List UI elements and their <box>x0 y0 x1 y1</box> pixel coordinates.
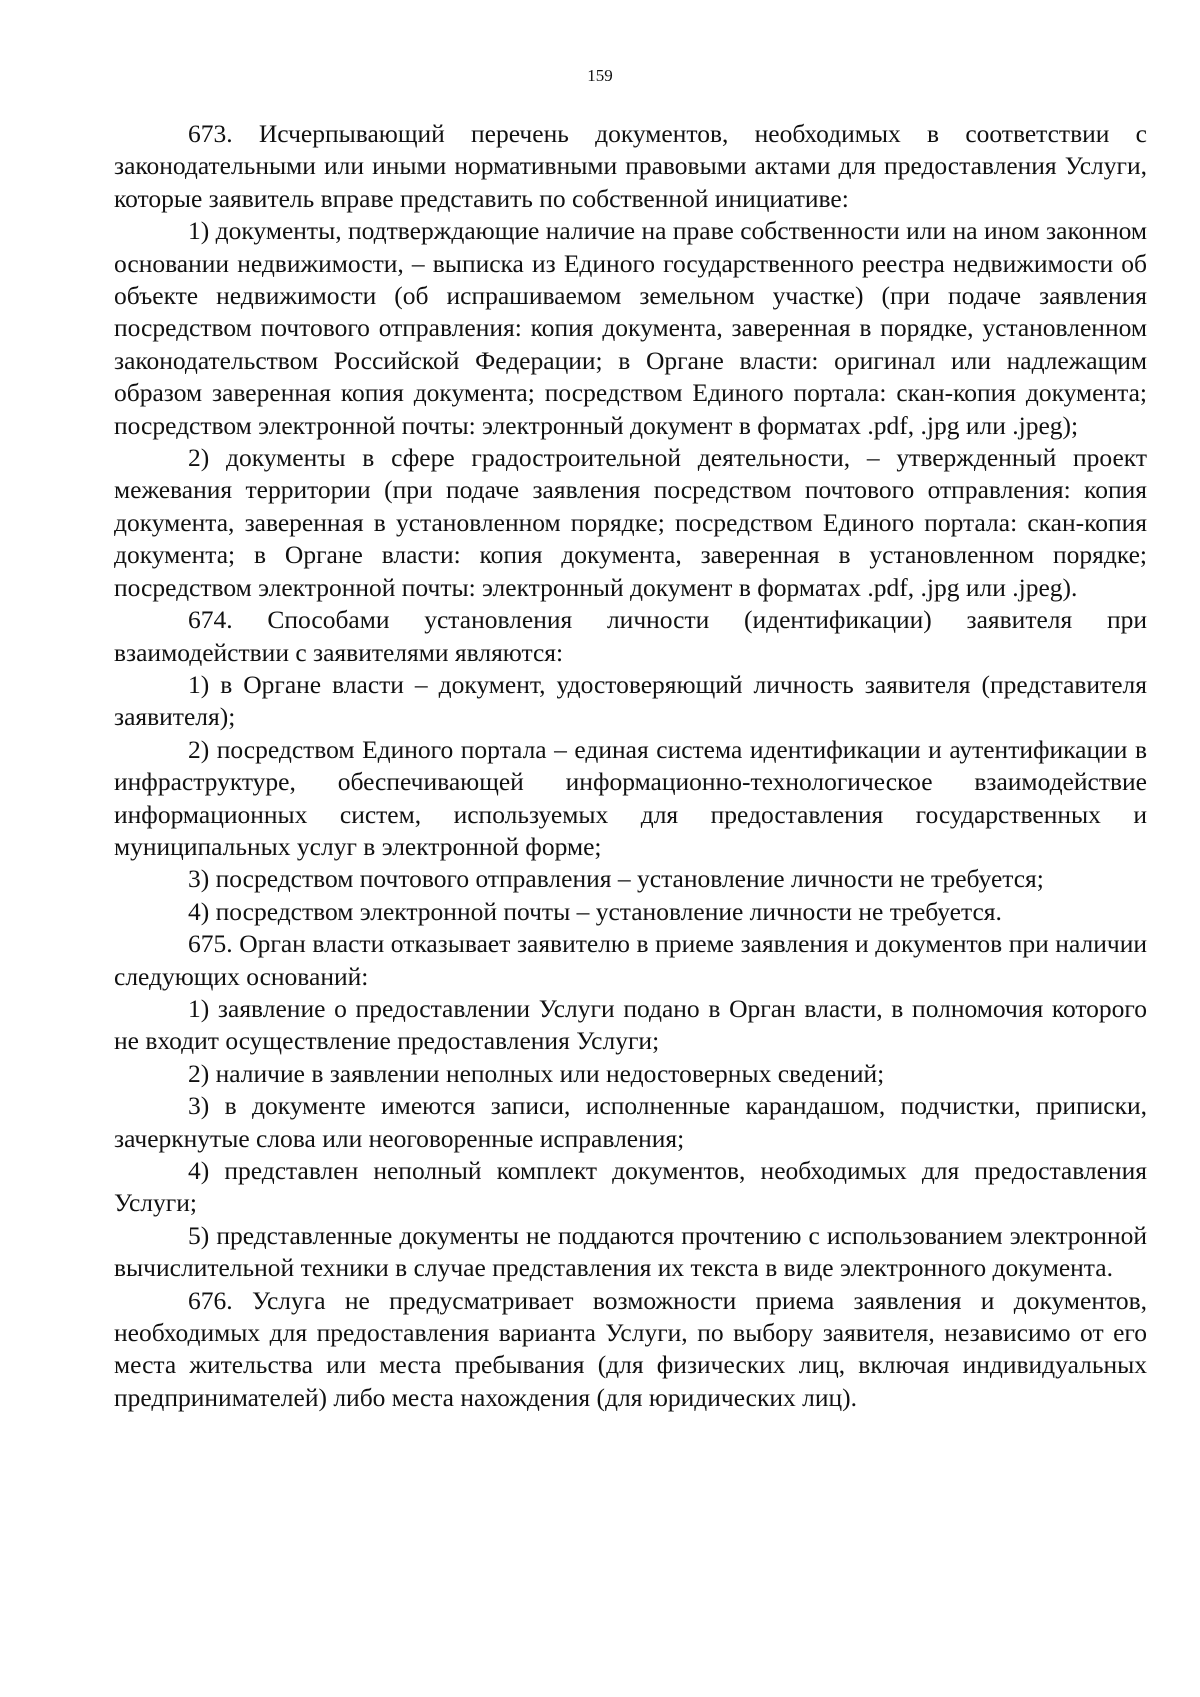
paragraph-673-item-2: 2) документы в сфере градостроительной деятельности, – утвержденный проект межевания территории (при подаче заявления посредством почтового отправления: копия документа, заверенная в установленном порядке; посредством Единого портала: скан-копия документа; в Органе власти: копия документа, заверенная в установленном порядке; посредством электронной почты: электронный документ в форматах .pdf, .jpg или .jpeg). <box>114 443 1147 602</box>
document-body <box>114 118 1147 1414</box>
paragraph-674-intro: 674. Способами установления личности (идентификации) заявителя при взаимодействии с заявителями являются: <box>114 605 1147 667</box>
paragraph-673-item-1: 1) документы, подтверждающие наличие на праве собственности или на ином законном основании недвижимости, – выписка из Единого государственного реестра недвижимости об объекте недвижимости (об испрашиваемом земельном участке) (при подаче заявления посредством почтового отправления: копия документа, заверенная в порядке, установленном законодательством Российской Федерации; в Органе власти: оригинал или надлежащим образом заверенная копия документа; посредством Единого портала: скан-копия документа; посредством электронной почты: электронный документ в форматах .pdf, .jpg или .jpeg); <box>114 216 1147 440</box>
paragraph-674-item-2: 2) посредством Единого портала – единая система идентификации и аутентификации в инфраструктуре, обеспечивающей информационно-технологическое взаимодействие информационных систем, используемых для предоставления государственных и муниципальных услуг в электронной форме; <box>114 734 1147 861</box>
paragraph-675-item-4: 4) представлен неполный комплект документов, необходимых для предоставления Услуги; <box>114 1156 1147 1218</box>
paragraph-676: 676. Услуга не предусматривает возможности приема заявления и документов, необходимых для предоставления варианта Услуги, по выбору заявителя, независимо от его места жительства или места пребывания (для физических лиц, включая индивидуальных предпринимателей) либо места нахождения (для юридических лиц). <box>114 1285 1147 1412</box>
paragraph-675-intro: 675. Орган власти отказывает заявителю в приеме заявления и документов при наличии следующих оснований: <box>114 929 1147 991</box>
paragraph-673-intro: 673. Исчерпывающий перечень документов, необходимых в соответствии с законодательными или иными нормативными правовыми актами для предоставления Услуги, которые заявитель вправе представить по собственной инициативе: <box>114 119 1147 213</box>
paragraph-675-item-1: 1) заявление о предоставлении Услуги подано в Орган власти, в полномочия которого не входит осуществление предоставления Услуги; <box>114 993 1147 1056</box>
page-number: 159 <box>587 66 613 85</box>
paragraph-675-item-2: 2) наличие в заявлении неполных или недостоверных сведений; <box>188 1058 885 1088</box>
paragraph-674-item-4: 4) посредством электронной почты – установление личности не требуется. <box>188 896 1002 926</box>
paragraph-675-item-5: 5) представленные документы не поддаются прочтению с использованием электронной вычислительной техники в случае представления их текста в виде электронного документа. <box>114 1220 1147 1283</box>
paragraph-674-item-1: 1) в Органе власти – документ, удостоверяющий личность заявителя (представителя заявителя); <box>114 669 1147 732</box>
paragraph-675-item-3: 3) в документе имеются записи, исполненные карандашом, подчистки, приписки, зачеркнутые слова или неоговоренные исправления; <box>114 1091 1147 1153</box>
paragraph-674-item-3: 3) посредством почтового отправления – установление личности не требуется; <box>188 864 1044 894</box>
